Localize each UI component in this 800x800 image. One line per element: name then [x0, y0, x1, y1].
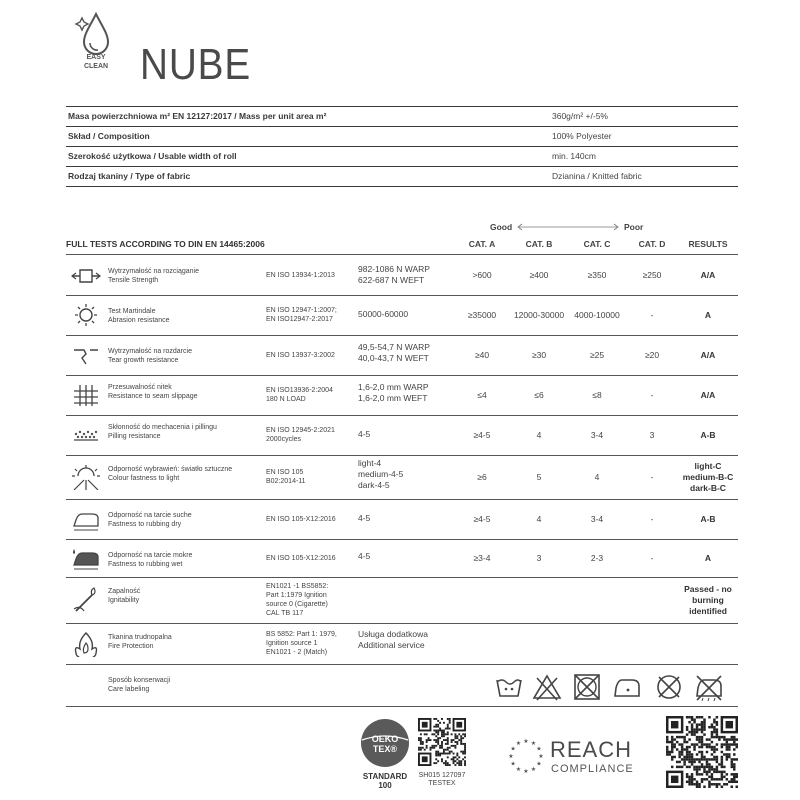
test-name [108, 551, 258, 569]
test-name-pl: Przesuwalność nitek [108, 384, 172, 391]
product-title: NUBE [140, 40, 252, 89]
test-cat-c: 3-4 [590, 514, 604, 524]
test-name-en: Fastness to rubbing dry [108, 521, 182, 528]
test-standard: EN ISO 13934-1:2013 [266, 272, 335, 279]
test-value: 1,6-2,0 mm WARP 1,6-2,0 mm WEFT [358, 382, 429, 403]
test-name [108, 633, 258, 651]
test-value: 49,5-54,7 N WARP 40,0-43,7 N WEFT [358, 342, 430, 363]
test-name-en: Tear growth resistance [108, 357, 179, 364]
test-result: A [704, 310, 712, 320]
easy-clean-label: EASY CLEAN [83, 54, 109, 70]
svg-text:★: ★ [530, 765, 537, 773]
test-standard: EN ISO 105-X12:2016 [266, 516, 336, 523]
test-row [66, 577, 738, 624]
test-name [108, 383, 258, 401]
svg-text:★: ★ [508, 753, 514, 760]
test-cat-c: 2-3 [590, 553, 604, 563]
test-name-pl: Wytrzymałość na rozdarcie [108, 348, 192, 355]
test-value: 4-5 [358, 513, 371, 523]
test-row [66, 295, 738, 336]
svg-text:★: ★ [515, 740, 522, 748]
test-result: A/A [700, 350, 716, 360]
oeko-certificate-code: SH015 127097 TESTEX [418, 772, 466, 787]
test-standard: EN ISO 105-X12:2016 [266, 555, 336, 562]
property-row-fabric-type [66, 166, 738, 187]
oeko-qr-code-icon [418, 718, 466, 766]
svg-text:★: ★ [538, 753, 544, 760]
property-label: Rodzaj tkaniny / Type of fabric [68, 171, 191, 181]
care-label-en: Care labeling [108, 686, 150, 693]
test-name [108, 511, 258, 529]
no-dry-clean-icon [654, 672, 684, 702]
test-cat-d: 3 [649, 430, 655, 440]
test-name [108, 465, 258, 483]
property-label: Skład / Composition [68, 131, 150, 141]
test-cat-a: ≥6 [477, 472, 487, 482]
test-cat-c: 4 [594, 472, 600, 482]
property-row-composition [66, 126, 738, 147]
test-name-en: Ignitability [108, 597, 140, 604]
property-label: Masa powierzchniowa m² EN 12127:2017 / Mass per unit area m² [68, 111, 327, 121]
test-cat-b: 4 [536, 514, 542, 524]
test-cat-d: - [650, 553, 654, 563]
test-result: A/A [700, 390, 716, 400]
test-cat-d: - [650, 390, 654, 400]
test-standard: EN ISO13936-2:2004 180 N LOAD [266, 387, 333, 403]
no-steam-iron-icon [694, 672, 724, 702]
test-cat-d: - [650, 514, 654, 524]
test-standard: EN ISO 12947-1:2007; EN ISO12947-2:2017 [266, 307, 337, 323]
test-name-pl: Odporność na tarcie suche [108, 512, 192, 519]
test-cat-c: ≥350 [587, 270, 607, 280]
test-cat-d: - [650, 472, 654, 482]
test-value: 50000-60000 [358, 309, 409, 319]
property-row-width [66, 146, 738, 167]
svg-text:★: ★ [530, 740, 537, 748]
svg-text:★: ★ [515, 765, 522, 773]
test-cat-c: ≤8 [592, 390, 602, 400]
product-qr-code-icon [666, 716, 738, 788]
iron-low-icon [612, 672, 642, 702]
test-name-pl: Odporność wybrawień: światło sztuczne [108, 466, 233, 473]
scale-good-label: Good [490, 222, 513, 232]
pilling-icon [70, 422, 102, 448]
test-name [108, 267, 258, 285]
test-cat-a: ≤4 [477, 390, 487, 400]
test-row [66, 623, 738, 665]
test-name-en: Resistance to seam slippage [108, 393, 198, 400]
header-cat-b: CAT. B [525, 239, 553, 249]
test-cat-d: ≥20 [644, 350, 660, 360]
property-value: Dzianina / Knitted fabric [552, 171, 642, 181]
header-cat-a: CAT. A [468, 239, 496, 249]
abrasion-icon [70, 302, 102, 328]
test-cat-b: ≥30 [531, 350, 547, 360]
test-value: 982-1086 N WARP 622-687 N WEFT [358, 264, 430, 285]
fire-protection-icon [70, 631, 102, 657]
svg-text:★: ★ [523, 768, 529, 775]
tear-growth-icon [70, 342, 102, 368]
ignitability-icon [70, 587, 102, 613]
test-result: A [704, 553, 712, 563]
test-cat-b: 5 [536, 472, 542, 482]
test-value: 4-5 [358, 551, 371, 561]
test-result: A/A [700, 270, 716, 280]
tests-title: FULL TESTS ACCORDING TO DIN EN 14465:2006 [66, 239, 265, 249]
light-fastness-icon [70, 464, 102, 490]
header-cat-d: CAT. D [638, 239, 666, 249]
test-name-en: Tensile Strength [108, 277, 159, 284]
test-cat-b: ≥400 [529, 270, 549, 280]
test-result: Passed - no burning identified [684, 584, 732, 616]
svg-text:★: ★ [510, 745, 516, 753]
no-tumble-dry-icon [572, 672, 602, 702]
wash-30-icon [494, 672, 524, 702]
test-name-pl: Tkanina trudnopalna [108, 634, 172, 641]
reach-subtitle: COMPLIANCE [551, 763, 634, 775]
test-cat-a: ≥4-5 [473, 514, 491, 524]
test-cat-b: 4 [536, 430, 542, 440]
test-name [108, 347, 258, 365]
test-result: light-C medium-B-C dark-B-C [682, 461, 734, 493]
test-name-en: Pilling resistance [108, 433, 161, 440]
no-bleach-icon [532, 672, 562, 702]
test-name-pl: Test Martindale [108, 308, 156, 315]
property-value: 360g/m² +/-5% [552, 111, 608, 121]
test-standard: EN ISO 105 B02:2014-11 [266, 469, 306, 485]
test-name [108, 423, 258, 441]
test-value: 4-5 [358, 429, 371, 439]
test-row [66, 415, 738, 456]
test-cat-c: 3-4 [590, 430, 604, 440]
test-cat-b: 3 [536, 553, 542, 563]
test-name-en: Abrasion resistance [108, 317, 170, 324]
test-cat-a: ≥40 [474, 350, 490, 360]
header-cat-c: CAT. C [583, 239, 611, 249]
test-value: Usługa dodatkowa Additional service [358, 629, 428, 650]
property-value: min. 140cm [552, 151, 596, 161]
test-value: light-4 medium-4-5 dark-4-5 [358, 458, 404, 490]
test-name-pl: Skłonność do mechacenia i pillingu [108, 424, 217, 431]
rubbing-wet-icon [70, 545, 102, 571]
test-cat-b: ≤6 [534, 390, 544, 400]
test-cat-a: ≥35000 [467, 310, 497, 320]
test-standard: EN ISO 13937-3:2002 [266, 352, 335, 359]
test-row [66, 455, 738, 500]
svg-text:★: ★ [536, 760, 542, 768]
reach-title: REACH [550, 737, 633, 762]
test-name [108, 587, 258, 605]
eu-stars-icon [506, 736, 546, 776]
svg-text:★: ★ [523, 738, 529, 745]
test-row [66, 375, 738, 416]
test-cat-b: 12000-30000 [513, 310, 565, 320]
test-name-pl: Wytrzymałość na rozciąganie [108, 268, 199, 275]
oeko-standard: STANDARD 100 [362, 772, 408, 790]
oeko-tex-text: OEKO TEX® [371, 734, 399, 754]
test-row [66, 335, 738, 376]
test-cat-d: ≥250 [642, 270, 662, 280]
test-standard: EN ISO 12945-2:2021 2000cycles [266, 427, 335, 443]
test-standard: BS 5852: Part 1: 1979, Ignition source 1 EN1021 - 2 (Match) [266, 631, 337, 656]
test-result: A-B [700, 430, 716, 440]
test-result: A-B [700, 514, 716, 524]
test-name-en: Fire Protection [108, 643, 154, 650]
test-cat-a: ≥3-4 [473, 553, 491, 563]
test-standard: EN1021 -1 BS5852: Part 1:1979 Ignition source 0 (Cigarette) CAL TB 117 [266, 583, 329, 617]
test-cat-c: 4000-10000 [574, 310, 620, 320]
test-name-en: Fastness to rubbing wet [108, 561, 183, 568]
seam-slippage-icon [70, 382, 102, 408]
svg-text:★: ★ [536, 745, 542, 753]
test-name-pl: Zapalność [108, 588, 141, 595]
scale-arrow-icon [516, 222, 620, 232]
test-row [66, 255, 738, 296]
test-name-en: Colour fastness to light [108, 475, 180, 482]
property-value: 100% Polyester [552, 131, 612, 141]
test-cat-a: >600 [472, 270, 492, 280]
test-cat-a: ≥4-5 [473, 430, 491, 440]
svg-text:★: ★ [510, 760, 516, 768]
test-cat-c: ≥25 [589, 350, 605, 360]
test-name-pl: Odporność na tarcie mokre [108, 552, 193, 559]
test-name [108, 307, 258, 325]
tensile-strength-icon [70, 262, 102, 288]
test-row [66, 499, 738, 540]
property-row-mass [66, 106, 738, 127]
test-cat-d: - [650, 310, 654, 320]
property-label: Szerokość użytkowa / Usable width of roll [68, 151, 237, 161]
scale-poor-label: Poor [624, 222, 644, 232]
care-label-pl: Sposób konserwacji [108, 677, 171, 684]
test-row [66, 539, 738, 578]
rubbing-dry-icon [70, 506, 102, 532]
header-results: RESULTS [688, 239, 728, 249]
